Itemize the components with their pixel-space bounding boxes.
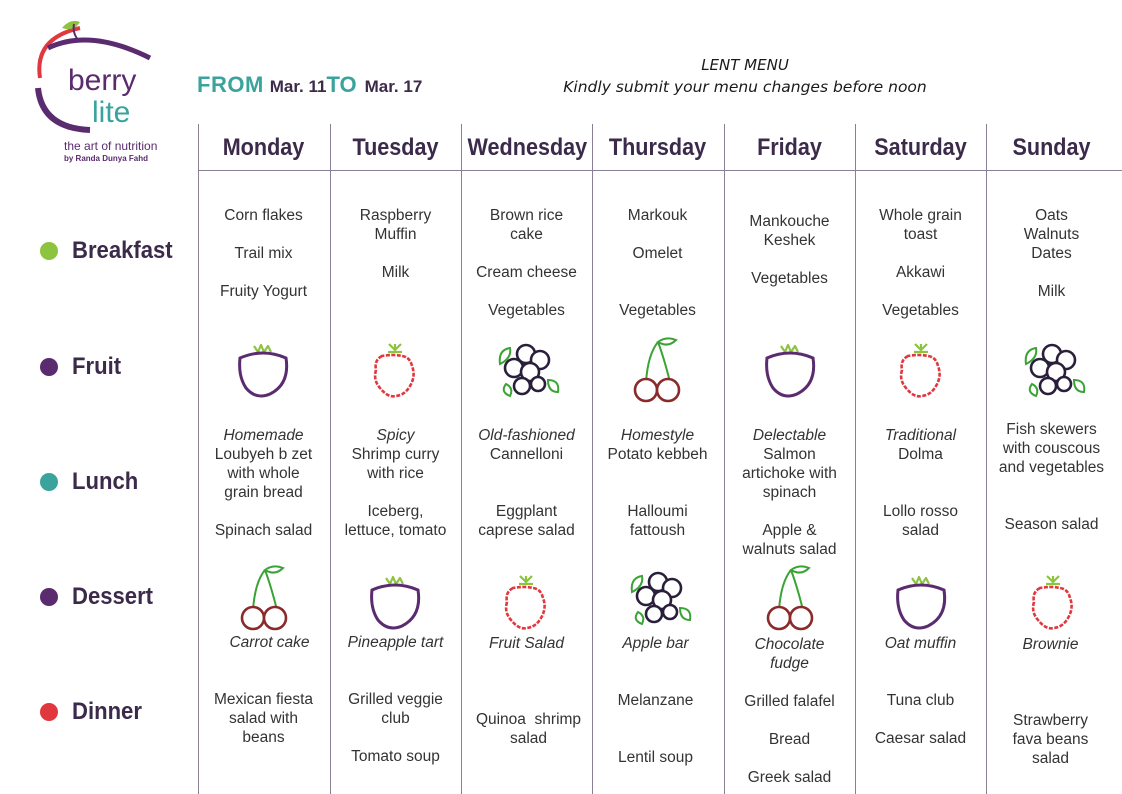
- plum-icon: [755, 334, 825, 404]
- menu-subtitle: Kindly submit your menu changes before noon: [563, 78, 927, 96]
- menu-title: LENT MENU: [701, 56, 789, 74]
- svg-text:berry: berry: [68, 64, 137, 97]
- from-date: Mar. 11: [269, 77, 327, 96]
- menu-item: Dates: [1031, 245, 1072, 262]
- menu-item: grain bread: [224, 484, 303, 501]
- menu-item: Vegetables: [882, 302, 959, 319]
- dessert-tuesday: Pineapple tart: [347, 634, 444, 651]
- menu-item-descriptor: Traditional: [884, 427, 957, 444]
- dinner-sunday: [985, 711, 1116, 768]
- menu-item: Raspberry: [359, 207, 432, 224]
- day-header-tuesday: Tuesday: [352, 134, 439, 161]
- svg-text:lite: lite: [92, 96, 131, 129]
- menu-item: salad: [901, 522, 940, 539]
- day-header-monday: Monday: [222, 134, 305, 161]
- menu-item: Cream cheese: [476, 264, 577, 281]
- menu-item: Vegetables: [488, 302, 565, 319]
- menu-item: lettuce, tomato: [344, 522, 447, 539]
- menu-item: Mexican fiesta: [213, 691, 314, 708]
- dinner-monday: [198, 690, 329, 747]
- menu-item: Bread: [768, 731, 811, 748]
- day-header-friday: Friday: [757, 134, 822, 161]
- dinner-saturday: [855, 691, 986, 748]
- menu-item: Chocolate: [754, 636, 825, 653]
- menu-item: Salmon: [763, 446, 816, 463]
- menu-item: Vegetables: [751, 270, 828, 287]
- lunch-wednesday: [461, 426, 592, 540]
- cherries-icon: [755, 562, 825, 632]
- menu-item: Vegetables: [619, 302, 696, 319]
- dessert-saturday: Oat muffin: [884, 635, 957, 652]
- header-divider: [198, 170, 1122, 171]
- menu-item: fattoush: [629, 522, 686, 539]
- breakfast-friday: [724, 212, 855, 288]
- plum-icon: [886, 566, 956, 636]
- menu-item: Spinach salad: [214, 522, 313, 539]
- breakfast-tuesday: [330, 206, 461, 282]
- menu-item: toast: [903, 226, 938, 243]
- plum-icon: [228, 334, 298, 404]
- menu-item: walnuts salad: [742, 541, 837, 558]
- cherries-icon: [229, 562, 299, 632]
- lunch-tuesday: [330, 426, 461, 540]
- lunch-saturday: [855, 426, 986, 540]
- menu-item: Keshek: [763, 232, 816, 249]
- menu-item-descriptor: Delectable: [752, 427, 827, 444]
- meal-lunch: [40, 467, 144, 497]
- dessert-wednesday: Fruit Salad: [489, 635, 564, 652]
- menu-item-descriptor: Homestyle: [620, 427, 695, 444]
- menu-item: Apple &: [762, 522, 817, 539]
- menu-item: Milk: [381, 264, 410, 281]
- menu-item: Fish skewers: [1006, 421, 1097, 438]
- meal-label: Dinner: [72, 698, 142, 725]
- to-date: Mar. 17: [364, 77, 423, 96]
- menu-item: Corn flakes: [224, 207, 303, 224]
- menu-item: Melanzane: [617, 692, 694, 709]
- menu-item: Season salad: [1004, 516, 1099, 533]
- meal-label: Lunch: [72, 468, 139, 495]
- fruit-dot-icon: [40, 358, 58, 376]
- raspberry-icon: [886, 334, 956, 404]
- menu-item: Tomato soup: [351, 748, 440, 765]
- dinner-thursday: [590, 691, 721, 767]
- menu-item: salad: [1031, 750, 1070, 767]
- dessert-dot-icon: [40, 588, 58, 606]
- menu-item: Tuna club: [886, 692, 955, 709]
- breakfast-thursday: [592, 206, 723, 320]
- menu-item: with couscous: [1002, 440, 1101, 457]
- breakfast-wednesday: [461, 206, 592, 320]
- meal-label: Dessert: [72, 583, 154, 610]
- menu-item: Walnuts: [1023, 226, 1080, 243]
- dessert-monday: Carrot cake: [229, 634, 310, 651]
- menu-item: with rice: [367, 465, 424, 482]
- meal-label: Breakfast: [72, 237, 173, 264]
- menu-item: fudge: [770, 655, 809, 672]
- menu-item: Akkawi: [895, 264, 946, 281]
- dessert-friday: [724, 635, 855, 673]
- menu-item: Halloumi: [627, 503, 688, 520]
- menu-item: cake: [510, 226, 543, 243]
- menu-item: spinach: [762, 484, 817, 501]
- dinner-dot-icon: [40, 703, 58, 721]
- logo-tagline: the art of nutrition: [64, 139, 158, 153]
- blueberries-icon: [1018, 334, 1088, 404]
- plum-icon: [360, 566, 430, 636]
- dessert-thursday: Apple bar: [622, 635, 689, 652]
- blueberries-icon: [492, 334, 562, 404]
- menu-item-descriptor: Homemade: [223, 427, 304, 444]
- menu-item: Grilled falafel: [744, 693, 835, 710]
- menu-item: caprese salad: [478, 522, 575, 539]
- menu-item: Milk: [1037, 283, 1066, 300]
- from-label: FROM: [197, 72, 264, 97]
- menu-item: salad with: [229, 710, 298, 727]
- menu-item: fava beans: [1012, 731, 1089, 748]
- menu-item-descriptor: Spicy: [376, 427, 415, 444]
- raspberry-icon: [360, 334, 430, 404]
- menu-item: Shrimp curry: [351, 446, 440, 463]
- menu-item: Greek salad: [747, 769, 832, 786]
- to-label: TO: [326, 72, 357, 97]
- menu-item: Markouk: [627, 207, 688, 224]
- lunch-monday: [198, 426, 329, 540]
- menu-item: Iceberg,: [367, 503, 424, 520]
- breakfast-sunday: [986, 206, 1117, 301]
- dessert-sunday: Brownie: [1022, 636, 1079, 653]
- lunch-dot-icon: [40, 473, 58, 491]
- menu-item: Quinoa shrimp: [475, 711, 582, 728]
- menu-item: Mankouche: [749, 213, 830, 230]
- lunch-sunday: [986, 420, 1117, 534]
- meal-dinner: [40, 697, 148, 727]
- menu-item: Grilled veggie: [348, 691, 443, 708]
- lunch-thursday: [592, 426, 723, 540]
- menu-item: club: [381, 710, 410, 727]
- dinner-tuesday: [330, 690, 461, 766]
- breakfast-monday: [198, 206, 329, 301]
- menu-item: Lentil soup: [618, 749, 693, 766]
- menu-item: Caesar salad: [874, 730, 967, 747]
- menu-item: Trail mix: [234, 245, 293, 262]
- logo-icon: [20, 18, 190, 148]
- menu-item: with whole: [227, 465, 300, 482]
- raspberry-icon: [1018, 566, 1088, 636]
- menu-item: Muffin: [374, 226, 417, 243]
- day-header-saturday: Saturday: [874, 134, 967, 161]
- menu-item: and vegetables: [998, 459, 1105, 476]
- blueberries-icon: [624, 562, 694, 632]
- meal-fruit: [40, 352, 125, 382]
- meal-breakfast: [40, 236, 181, 266]
- cherries-icon: [622, 334, 692, 404]
- menu-item: salad: [509, 730, 548, 747]
- raspberry-icon: [491, 566, 561, 636]
- menu-item: artichoke with: [742, 465, 837, 482]
- menu-item: Potato kebbeh: [607, 446, 708, 463]
- breakfast-saturday: [855, 206, 986, 320]
- dinner-wednesday: [463, 710, 594, 748]
- menu-item: beans: [242, 729, 285, 746]
- day-header-thursday: Thursday: [608, 134, 707, 161]
- date-range: [197, 72, 422, 102]
- logo-author: by Randa Dunya Fahd: [64, 154, 149, 163]
- menu-item: Omelet: [632, 245, 683, 262]
- menu-item: Cannelloni: [489, 446, 564, 463]
- menu-item: Fruity Yogurt: [219, 283, 308, 300]
- menu-item: Brown rice: [489, 207, 564, 224]
- day-header-sunday: Sunday: [1012, 134, 1091, 161]
- menu-item: Dolma: [898, 446, 943, 463]
- menu-item: Strawberry: [1013, 712, 1088, 729]
- menu-item: Lollo rosso: [883, 503, 958, 520]
- day-header-wednesday: Wednesday: [467, 134, 588, 161]
- meal-label: Fruit: [72, 353, 122, 380]
- menu-item-descriptor: Old-fashioned: [478, 427, 575, 444]
- menu-item: Loubyeh b zet: [214, 446, 313, 463]
- lunch-friday: [724, 426, 855, 559]
- menu-item: Whole grain: [879, 207, 962, 224]
- dinner-friday: [724, 692, 855, 787]
- menu-item: Eggplant: [495, 503, 558, 520]
- menu-item: Oats: [1035, 207, 1068, 224]
- breakfast-dot-icon: [40, 242, 58, 260]
- meal-dessert: [40, 582, 160, 612]
